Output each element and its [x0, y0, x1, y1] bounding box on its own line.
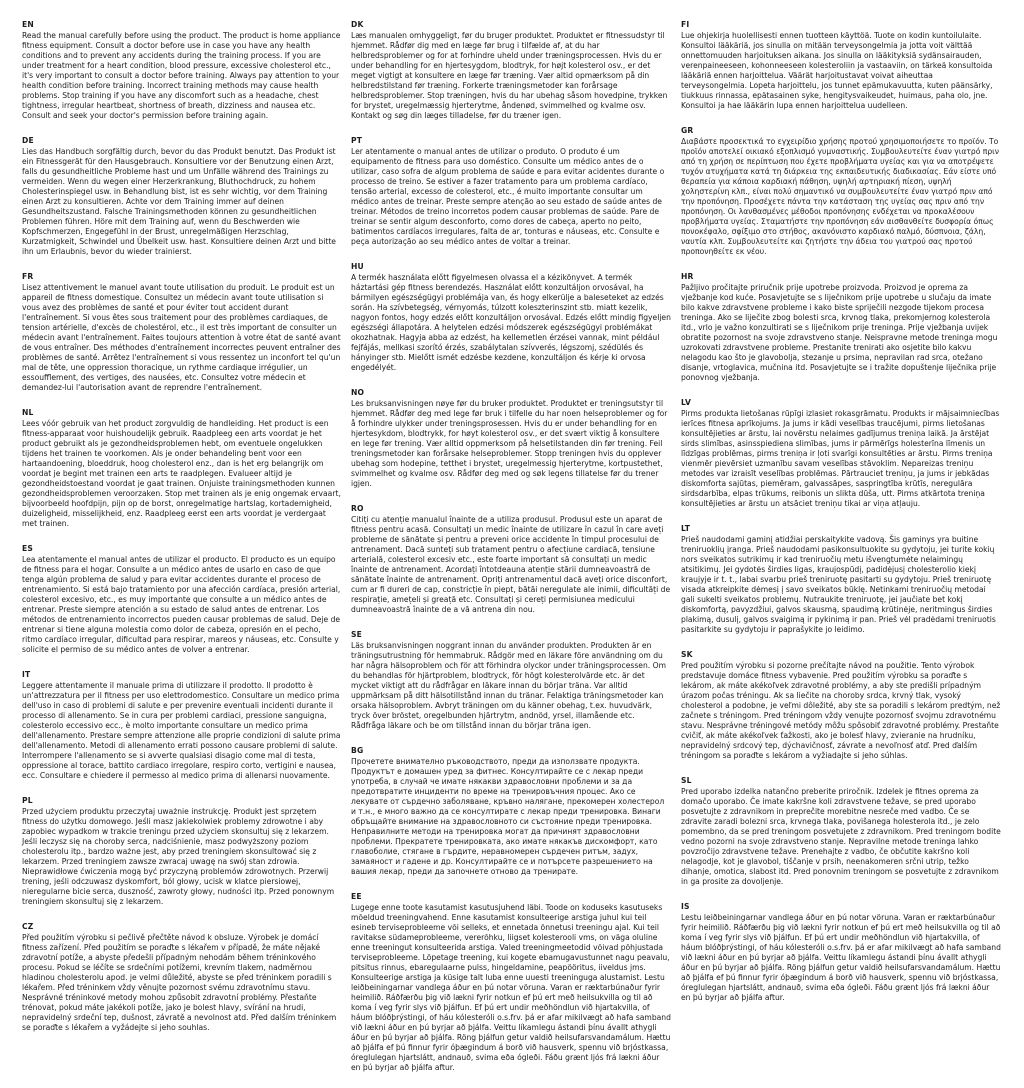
section-es — [22, 544, 342, 655]
language-code: FI — [681, 20, 690, 29]
section-bg — [351, 746, 671, 877]
warning-text: Læs manualen omhyggeligt, før du bruger produktet. Produktet er fitnessudstyr til hjemmet. Rådfør dig med en læge før brug i tilfælde af, at du har helbredsproblemer og for at forhindre uheld under træningsprocessen. Hvis du er under behandling for en hjertesygdom, blodtryk, for højt kolesterol osv., er det meget vigtigt at konsultere en læge før træning. Vær altid opmærksom på din helbredstilstand før træning. Forkerte træningsmetoder kan forårsage helbredsproblemer. Stop træningen, hvis du har ubehag såsom hovedpine, trykken for brystet, uregelmæssig hjerterytme, åndenød, svimmelhed og kvalme osv. Kontakt og søg din læges tilladelse, før du træner igen. — [351, 31, 668, 120]
section-ro — [351, 504, 671, 615]
warning-text: Lies das Handbuch sorgfältig durch, bevor du das Produkt benutzt. Das Produkt ist ein Fitnessgerät für den Hausgebrauch. Konsultiere vor der Benutzung einen Arzt, falls du gesundheitliche Probleme hast und um Unfälle während des Trainings zu vermeiden. Wenn du wegen einer Herzerkrankung, Bluthochdruck, zu hohem Cholesterinspiegel usw. in Behandlung bist, ist es sehr wichtig, vor dem Training einen Arzt zu konsultieren. Achte vor dem Training immer auf deinen Gesundheitszustand. Falsche Trainingsmethoden können zu gesundheitlichen Problemen führen. Höre mit dem Training auf, wenn du Beschwerden wie Kopfschmerzen, Engegefühl in der Brust, unregelmäßigen Herzschlag, Kurzatmigkeit, Schwindel und Übelkeit usw. hast. Konsultiere deinen Arzt und bitte ihn um Erlaubnis, bevor du wieder trainierst. — [22, 147, 336, 256]
warning-text: Les bruksanvisningen nøye før du bruker produktet. Produktet er treningsutstyr til hjemmet. Rådfør deg med lege før bruk i tilfelle du har noen helseproblemer og for å forhindre ulykker under treningsprosessen. Hvis du er under behandling for en hjertesykdom, blodtrykk, for høyt kolesterol osv., er det svært viktig å konsultere en lege før trening. Vær alltid oppmerksom på helsetilstanden din før trening. Feil treningsmetoder kan forårsake helseproblemer. Stopp treningen hvis du opplever ubehag som hodepine, tetthet i brystet, uregelmessig hjerterytme, kortpustethet, svimmelhet og kvalme osv. Rådfør deg med og søk legens tillatelse før du trener igjen. — [351, 399, 668, 488]
section-hu — [351, 262, 671, 373]
section-pt — [351, 136, 671, 247]
section-no — [351, 388, 671, 489]
section-dk — [351, 20, 671, 121]
warning-text: Lestu leiðbeiningarnar vandlega áður en þú notar vöruna. Varan er ræktarbúnaður fyrir heimilið. Ráðfærðu þig við lækni fyrir notkun ef þú ert með heilsukvilla og til að koma í veg fyrir slys við þjálfun. Ef þú ert undir meðhöndlun við hjartakvilla, of háum blóðþrýstingi, of háu kólesteróli o.s.frv. þá er afar mikilvægt að hafa samband við lækni áður en þú byrjar að þjálfa. Veittu líkamlegu ástandi þínu ávallt athygli áður en þú byrjar að þjálfa. Röng þjálfun getur valdið heilsufarsvandamálum. Hættu að þjálfa ef þú finnur fyrir óþægindum á borð við hausverk, spennu við brjóstkassa, óreglulegan hjartslátt, andnauð, svima eða ógleði. Fáðu grænt ljós frá lækni áður en þú byrjar að þjálfa aftur. — [681, 913, 1001, 1002]
language-code: PL — [22, 796, 33, 805]
section-cz — [22, 922, 342, 1033]
language-code: NL — [22, 408, 34, 417]
warning-text: Před použitím výrobku si pečlivě přečtěte návod k obsluze. Výrobek je domácí fitness zařízení. Před použitím se poraďte s lékařem v případě, že máte nějaké zdravotní potíže, a abyste předešli případným nehodám během tréninkového procesu. Pokud se léčíte se srdečními potížemi, krevním tlakem, nadměrnou hladinou cholesterolu apod. je velmi důležité, abyste se před tréninkem poradili s lékařem. Před tréninkem vždy věnujte pozornost svému zdravotnímu stavu. Nesprávné tréninkové metody mohou způsobit zdravotní problémy. Přestaňte trénovat, pokud máte jakékoli potíže, jako je bolest hlavy, svírání na hrudi, nepravidelný srdeční tep, dušnost, závratě a nevolnost atd. Před dalším tréninkem se poraďte s lékařem a vyžádejte si jeho souhlas. — [22, 933, 337, 1032]
warning-text: Lees vóór gebruik van het product zorgvuldig de handleiding. Het product is een fitness-apparaat voor huishoudelijk gebruik. Raadpleeg een arts voordat je het product gebruikt als je gezondheidsproblemen hebt, om eventuele ongelukken tijdens het trainen te voorkomen. Als je onder behandeling bent voor een hartaandoening, bloeddruk, hoog cholesterol enz., dan is het erg belangrijk om voordat je begint met trainen een arts te raadplegen. Evalueer altijd je gezondheidstoestand voordat je gaat trainen. Onjuiste trainingsmethoden kunnen gezondheidsproblemen veroorzaken. Stop met trainen als je enig ongemak ervaart, bijvoorbeeld hoofdpijn, pijn op de borst, onregelmatige hartslag, kortademigheid, duizeligheid, misselijkheid, enz. Raadpleeg eerst een arts voordat je verdergaat met trainen. — [22, 419, 341, 528]
language-code: HR — [681, 272, 694, 281]
section-ee — [351, 892, 671, 1073]
language-code: DK — [351, 20, 364, 29]
language-code: GR — [681, 126, 694, 135]
warning-text: Läs bruksanvisningen noggrant innan du använder produkten. Produkten är en träningsutrustning för hemmabruk. Rådgör med en läkare före användning om du har några hälsoproblem och för att förhindra olyckor under träningsprocessen. Om du behandlas för hjärtproblem, blodtryck, för högt kolesterolvärde etc. är det mycket viktigt att du rådfrågar en läkare innan du börjar träna. Var alltid uppmärksam på ditt hälsotillstånd innan du tränar. Felaktiga träningsmetoder kan orsaka hälsoproblem. Avbryt träningen om du känner obehag, t.ex. huvudvärk, tryck över bröstet, oregelbunden hjärtrytm, andnöd, yrsel, illamående etc. Rådfråga läkare och be om tillstånd innan du börjar träna igen. — [351, 641, 666, 730]
language-code: HU — [351, 262, 364, 271]
column-right — [681, 20, 1001, 1018]
warning-text: Lue ohjekirja huolellisesti ennen tuotteen käyttöä. Tuote on kodin kuntoilulaite. Konsultoi lääkäriä, jos sinulla on mitään terveysongelmia ja jotta voit välttää onnettomuuden harjoituksen aikana. Jos sinulla on lääkityksiä sydänsairauden, verenpaineeseen, kohonneeseen kolesteroliin ja vastaaviin, on tärkeä konsultoida lääkäriä ennen harjoittelua. Väärät harjoitustavat voivat aiheuttaa terveysongelmia. Lopeta harjoittelu, jos tunnet epämukavuutta, kuten päänsärky, tiukkuus rinnassa, epätasainen syke, hengitysvaikeudet, huimaus, paha olo, jne. Konsultoi ja hae lääkärin lupa ennen harjoittelua uudelleen. — [681, 31, 993, 110]
warning-text: Lea atentamente el manual antes de utilizar el producto. El producto es un equipo de fitness para el hogar. Consulte a un médico antes de usarlo en caso de que tenga algún problema de salud y para evitar accidentes durante el proceso de entrenamiento. Si está bajo tratamiento por una afección cardíaca, presión arterial, colesterol excesivo, etc., es muy importante que consulte a un médico antes de entrenar. Preste siempre atención a su estado de salud antes de entrenar. Los métodos de entrenamiento incorrectos pueden causar problemas de salud. Deje de entrenar si tiene alguna molestia como dolor de cabeza, opresión en el pecho, ritmo cardíaco irregular, dificultad para respirar, mareos y náuseas, etc. Consulte y solicite el permiso de su médico antes de volver a entrenar. — [22, 555, 341, 654]
language-code: SL — [681, 776, 692, 785]
section-se — [351, 630, 671, 731]
section-de — [22, 136, 342, 257]
language-code: PT — [351, 136, 363, 145]
section-sk — [681, 650, 1001, 761]
warning-text: Pred použitím výrobku si pozorne prečítajte návod na použitie. Tento výrobok predstavuje domáce fitness vybavenie. Pred použitím výrobku sa poraďte s lekárom, ak máte akékoľvek zdravotné problémy, a aby ste predišli prípadným úrazom počas tréningu. Ak sa liečite na choroby srdca, krvný tlak, vysoký cholesterol a podobne, je veľmi dôležité, aby ste sa poradili s lekárom predtým, než začnete s tréningom. Pred tréningom vždy venujte pozornosť svojmu zdravotnému stavu. Nesprávne tréningové metódy môžu spôsobiť zdravotné problémy. Prestaňte cvičiť, ak máte akékoľvek ťažkosti, ako je bolesť hlavy, zvieranie na hrudníku, nepravidelný srdcový tep, dýchavičnosť, závrate a nevoľnosť atď. Pred ďalším tréningom sa poraďte s lekárom a vyžiadajte si jeho súhlas. — [681, 661, 1001, 760]
section-pl — [22, 796, 342, 907]
warning-text: Pred uporabo izdelka natančno preberite priročnik. Izdelek je fitnes oprema za domačo uporabo. Če imate kakršne koli zdravstvene težave, se pred uporabo posvetujte z zdravnikom in preprečite morebitne nesreče med vadbo. Če se zdravite zaradi bolezni srca, krvnega tlaka, povišanega holesterola itd., je zelo pomembno, da se pred treningom posvetujete z zdravnikom. Pred treningom bodite vedno pozorni na svoje zdravstveno stanje. Nepravilne metode treninga lahko povzročijo zdravstvene težave. Prenehajte z vadbo, če občutite kakršno koli nelagodje, kot je glavobol, tiščanje v prsih, neenakomeren srčni utrip, težko dihanje, omotica, slabost itd. Pred ponovnim treningom se posvetujte z zdravnikom in ga prosite za dovoljenje. — [681, 787, 1001, 886]
warning-text: Lisez attentivement le manuel avant toute utilisation du produit. Le produit est un appareil de fitness domestique. Consultez un médecin avant toute utilisation si vous avez des problèmes de santé et pour éviter tout accident durant l'entraînement. Si vous êtes sous traitement pour des problèmes cardiaques, de tension artérielle, d'excès de cholestérol, etc., il est très important de consulter un médecin avant l'entraînement. Faites toujours attention à votre état de santé avant de vous entraîner. Des méthodes d'entraînement incorrectes peuvent entraîner des problèmes de santé. Arrêtez l'entraînement si vous ressentez un inconfort tel qu'un mal de tête, une oppression thoracique, un rythme cardiaque irrégulier, un essoufflement, des vertiges, des nausées, etc. Consultez votre médecin et demandez-lui l'autorisation avant de reprendre l'entraînement. — [22, 283, 341, 392]
section-gr — [681, 126, 1001, 257]
language-code: NO — [351, 388, 365, 397]
warning-text: A termék használata előtt figyelmesen olvassa el a kézikönyvet. A termék háztartási gép fitness berendezés. Használat előtt konzultáljon orvosával, ha bármilyen egészségügyi problémája van, és hogy elkerülje a baleseteket az edzés során. Ha szívbetegség, vérnyomás, túlzott koleszterinszint stb. miatt kezelik, nagyon fontos, hogy edzés előtt konzultáljon orvosával. Edzés előtt mindig figyeljen egészségi állapotára. A helytelen edzési módszerek egészségügyi problémákat okozhatnak. Hagyja abba az edzést, ha kellemetlen érzései vannak, mint például fejfájás, mellkasi szorító érzés, szabálytalan szívverés, légszomj, szédülés és hányinger stb. Mielőtt ismét edzésbe kezdene, konzultáljon és kérje ki orvosa engedélyét. — [351, 273, 671, 372]
language-code: RO — [351, 504, 364, 513]
warning-text: Przed użyciem produktu przeczytaj uważnie instrukcję. Produkt jest sprzętem fitness do użytku domowego. Jeśli masz jakiekolwiek problemy zdrowotne i aby zapobiec wypadkom w trakcie treningu przed użyciem skonsultuj się z lekarzem. Jeśli leczysz się na choroby serca, nadciśnienie, masz podwyższony poziom cholesterolu itp., bardzo ważne jest, aby przed treningiem skonsultować się z lekarzem. Przed treningiem zawsze zwracaj uwagę na swój stan zdrowia. Nieprawidłowe ćwiczenia mogą być przyczyną problemów zdrowotnych. Przerwij trening, jeśli odczuwasz dyskomfort, ból głowy, ucisk w klatce piersiowej, nieregularne bicie serca, duszność, zawroty głowy, nudności itp. Przed ponownym treningiem skonsultuj się z lekarzem. — [22, 807, 335, 906]
language-code: LV — [681, 398, 692, 407]
warning-text: Pažljivo pročitajte priručnik prije upotrebe proizvoda. Proizvod je oprema za vježbanje kod kuće. Posavjetujte se s liječnikom prije upotrebe u slučaju da imate bilo kakve zdravstvene probleme i kako biste spriječili nezgode tijekom procesa treninga. Ako se liječite zbog bolesti srca, krvnog tlaka, prekomjernog kolesterola itd., vrlo je važno konzultirati se s liječnikom prije treninga. Prije vježbanja uvijek obratite pozornost na svoje zdravstveno stanje. Neispravne metode treninga mogu uzrokovati zdravstvene probleme. Prestanite trenirati ako osjetite bilo kakvu nelagodu kao što je glavobolja, stezanje u prsima, nepravilan rad srca, otežano disanje, vrtoglavica, mučnina itd. Posavjetujte se i tražite dopuštenje liječnika prije ponovnog vježbanja. — [681, 283, 998, 382]
language-code: EE — [351, 892, 362, 901]
section-en — [22, 20, 342, 121]
warning-text: Lugege enne toote kasutamist kasutusjuhend läbi. Toode on koduseks kasutuseks mõeldud treeningvahend. Enne kasutamist konsulteerige arstiga juhul kui teil esineb terviseprobleeme või selleks, et ennetada õnnetusi treeningu ajal. Kui teil ravitakse südameprobleeme, vererõhku, liigset kolesterooli vms, on väga oluline enne treeningut konsulteerida arstiga. Valed treeningmeetodid võivad põhjustada terviseprobleeme. Lõpetage treening, kui kogete ebamugavustunnet nagu peavalu, pitsitus rinnus, ebaregulaarne pulss, hingeldamine, peapööritus, iiveldus jms. Konsulteerige arstiga ja küsige talt luba enne uuesti treeninguga alustamist. Lestu leiðbeiningarnar vandlega áður en þú notar vöruna. Varan er ræktarbúnaður fyrir heimilið. Ráðfærðu þig við lækni fyrir notkun ef þú ert með heilsukvilla og til að koma í veg fyrir slys við þjálfun. Ef þú ert undir meðhöndlun við hjartakvilla, of háum blóðþrýstingi, of háu kólesteróli o.s.frv. þá er afar mikilvægt að hafa samband við lækni áður en þú byrjar að þjálfa. Veittu líkamlegu ástandi þínu ávallt athygli áður en þú byrjar að þjálfa. Röng þjálfun getur valdið heilsufarsvandamálum. Hættu að þjálfa ef þú finnur fyrir óþægindum á borð við hausverk, spennu við brjóstkassa, óreglulegan hjartslátt, andnauð, svima eða ógleði. Fáðu grænt ljós frá lækni áður en þú byrjar að þjálfa aftur. — [351, 903, 671, 1072]
language-code: FR — [22, 272, 34, 281]
language-code: EN — [22, 20, 34, 29]
section-it — [22, 670, 342, 781]
language-code: LT — [681, 524, 691, 533]
section-sl — [681, 776, 1001, 887]
warning-text: Prieš naudodami gaminį atidžiai perskaitykite vadovą. Šis gaminys yra buitine treniruoklių įranga. Prieš naudodami pasikonsultuokite su gydytoju, jei turite kokių nors sveikatos sutrikimų ir kad treniruočių metu išvengtumėte nelaimingų atsitikimų. Jei gydotės širdies ligas, kraujospūdį, padidėjusį cholesterolio kiekį kraujyje ir t. t., labai svarbu prieš treniruotę pasitarti su gydytoju. Prieš treniruotę visada atkreipkite dėmesį į savo sveikatos būklę. Netinkami treniruočių metodai gali sukelti sveikatos problemų. Nutraukite treniruotę, jei jaučiate bet kokį diskomfortą, pavyzdžiui, galvos skausmą, spaudimą krūtinėje, neritmingus širdies plakimą, dusulį, galvos svaigimą ir pykinimą ir pan. Prieš vėl pradėdami treniruotis pasitarkite su gydytoju ir paprašykite jo leidimo. — [681, 535, 996, 634]
section-fi — [681, 20, 1001, 111]
section-lv — [681, 398, 1001, 509]
warning-text: Read the manual carefully before using the product. The product is home appliance fitness equipment. Consult a doctor before use in case you have any health conditions and to prevent any accidents during the training process. If you are under treatment for a heart condition, blood pressure, excessive cholesterol etc., it's very important to consult a doctor before training. Always pay attention to your health condition before training. Incorrect training methods may cause health problems. Stop training if you have any discomfort such as a headache, chest tightness, irregular heartbeat, shortness of breath, dizziness and nausea etc. Consult and seek your doctor's permission before training again. — [22, 31, 341, 120]
language-code: IS — [681, 902, 690, 911]
language-code: DE — [22, 136, 34, 145]
warning-text: Pirms produkta lietošanas rūpīgi izlasiet rokasgrāmatu. Produkts ir mājsaimniecības ierīces fitnesa aprīkojums. Ja jums ir kādi veselības traucējumi, pirms lietošanas konsultējieties ar ārstu, lai novērstu nelaimes gadījumus treniņa laikā. Ja ārstējat sirds slimības, asinsspiediena slimības, jums ir pārmērīgs holesterīna līmenis un līdzīgas problēmas, pirms treniņa ir ļoti svarīgi konsultēties ar ārstu. Pirms treniņa vienmēr pievērsiet uzmanību savam veselības stāvoklim. Nepareizas treniņu metodes var izraisīt veselības problēmas. Pārtrauciet treniņu, ja jums ir jebkādas diskomforta sajūtas, piemēram, galvassāpes, saspringtība krūtīs, neregulāra sirdsdarbība, elpas trūkums, reibonis un slikta dūša, utt. Pirms atkārtota treniņa konsultējieties ar ārstu un atsāciet treniņu tikai ar viņa atļauju. — [681, 409, 1000, 508]
language-code: CZ — [22, 922, 34, 931]
warning-text: Leggere attentamente il manuale prima di utilizzare il prodotto. Il prodotto è un'attrezzatura per il fitness per uso elettrodomestico. Consultare un medico prima dell'uso in caso di problemi di salute e per prevenire eventuali incidenti durante il processo di allenamento. Se in cura per problemi cardiaci, pressione sanguigna, colesterolo eccessivo ecc., è molto importante consultare un medico prima dell'allenamento. Prestare sempre attenzione alle proprie condizioni di salute prima dell'allenamento. Metodi di allenamento errati possono causare problemi di salute. Interrompere l'allenamento se si avverte qualsiasi disagio come mal di testa, oppressione al torace, battito cardiaco irregolare, respiro corto, vertigini e nausea, ecc. Consultare e chiedere il permesso al medico prima di allenarsi nuovamente. — [22, 681, 341, 780]
section-hr — [681, 272, 1001, 383]
language-code: IT — [22, 670, 31, 679]
section-nl — [22, 408, 342, 529]
warning-text: Διαβάστε προσεκτικά το εγχειρίδιο χρήσης προτού χρησιμοποιήσετε το προϊόν. Το προϊόν αποτελεί οικιακό εξοπλισμό γυμναστικής. Συμβουλευτείτε έναν γιατρό πριν από τη χρήση σε περίπτωση που έχετε προβλήματα υγείας και για να αποτρέψετε τυχόν ατυχήματα κατά τη διάρκεια της εκπαιδευτικής διαδικασίας. Εάν είστε υπό θεραπεία για κάποια καρδιακή πάθηση, υψηλή αρτηριακή πίεση, υψηλή χοληστερίνη κλπ., είναι πολύ σημαντικό να συμβουλευτείτε έναν γιατρό πριν από την προπόνηση. Προσέχετε πάντα την κατάσταση της υγείας σας πριν από την προπόνηση. Οι λανθασμένες μέθοδοι προπόνησης ενδέχεται να προκαλέσουν προβλήματα υγείας. Σταματήστε την προπόνηση εάν αισθανθείτε δυσφορία όπως πονοκέφαλο, σφίξιμο στο στήθος, ακανόνιστο καρδιακό παλμό, δύσπνοια, ζάλη, ναυτία κλπ. Συμβουλευτείτε και ζητήστε την άδεια του γιατρού σας προτού προπονηθείτε εκ νέου. — [681, 137, 999, 256]
warning-text: Citiți cu atenție manualul înainte de a utiliza produsul. Produsul este un aparat de fitness pentru acasă. Consultați un medic înainte de utilizare în cazul în care aveți probleme de sănătate și pentru a preveni orice accidente în timpul procesului de antrenament. Dacă sunteți sub tratament pentru o afecțiune cardiacă, tensiune arterială, colesterol excesiv etc., este foarte important să consultați un medic înainte de antrenament. Acordați întotdeauna atenție stării dumneavoastră de sănătate înainte de antrenament. Opriți antrenamentul dacă aveți orice disconfort, cum ar fi dureri de cap, constricție în piept, bătăi neregulate ale inimii, dificultăți de respirație, amețeli și greață etc. Consultați și cereți permisiunea medicului dumneavoastră înainte de a vă antrena din nou. — [351, 515, 671, 614]
section-is — [681, 902, 1001, 1003]
language-code: ES — [22, 544, 34, 553]
column-middle — [351, 20, 671, 1088]
language-code: SE — [351, 630, 363, 639]
language-code: SK — [681, 650, 693, 659]
language-code: BG — [351, 746, 364, 755]
warning-text: Прочетете внимателно ръководството, преди да използвате продукта. Продуктът е домашен уред за фитнес. Консултирайте се с лекар преди употреба, в случай че имате някакви здравословни проблеми и за да предотвратите инциденти по време на тренировъчния процес. Ако се лекувате от сърдечно заболяване, кръвно налягане, прекомерен холестерол и т.н., е много важно да се консултирате с лекар преди тренировка. Винаги обръщайте внимание на здравословното си състояние преди тренировка. Неправилните методи на тренировка могат да причинят здравословни проблеми. Прекратете тренировката, ако имате някакъв дискомфорт, като главоболие, стягане в гърдите, неравномерен сърдечен ритъм, задух, замаяност и гадене и др. Консултирайте се и потърсете разрешението на вашия лекар, преди да започнете отново да тренирате. — [351, 757, 665, 876]
column-left — [22, 20, 342, 1048]
section-lt — [681, 524, 1001, 635]
warning-text: Ler atentamente o manual antes de utilizar o produto. O produto é um equipamento de fitness para uso doméstico. Consulte um médico antes de o utilizar, caso sofra de algum problema de saúde e para evitar acidentes durante o processo de treino. Se estiver a fazer tratamento para um problema cardíaco, tensão arterial, excesso de colesterol, etc., é muito importante consultar um médico antes de treinar. Preste sempre atenção ao seu estado de saúde antes de treinar. Métodos de treino incorretos podem causar problemas de saúde. Pare de treinar se sentir algum desconforto, como dores de cabeça, aperto no peito, batimentos cardíacos irregulares, falta de ar, tonturas e náuseas, etc. Consulte e peça autorização ao seu médico antes de voltar a treinar. — [351, 147, 665, 246]
section-fr — [22, 272, 342, 393]
